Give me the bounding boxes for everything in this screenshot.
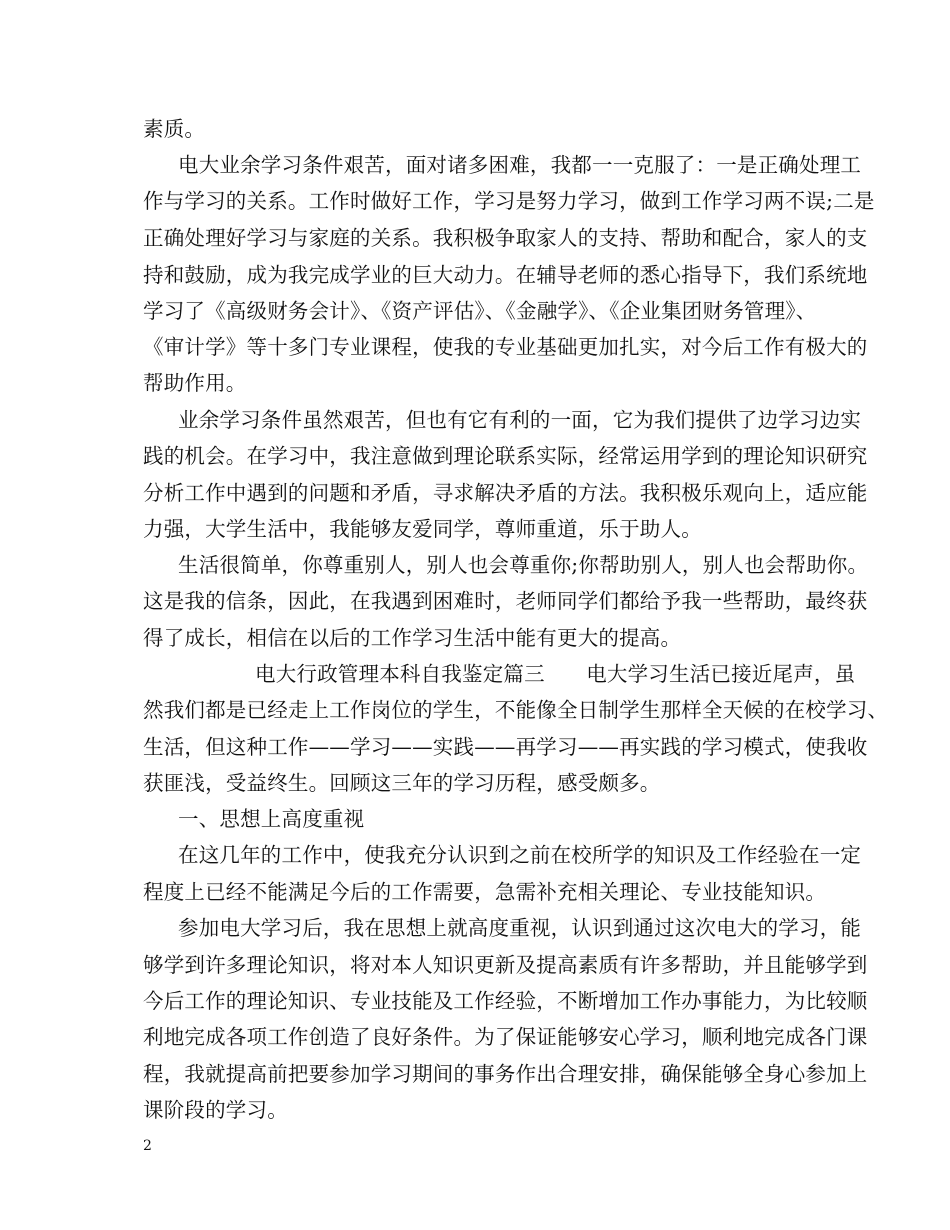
text-line: 力强，大学生活中，我能够友爱同学，尊师重道，乐于助人。 [143, 517, 702, 541]
section-heading-line: 电大行政管理本科自我鉴定篇三 电大学习生活已接近尾声，虽 [255, 662, 856, 686]
text-line: 持和鼓励，成为我完成学业的巨大动力。在辅导老师的悉心指导下，我们系统地 [143, 263, 868, 287]
text-line: 这是我的信条，因此，在我遇到困难时，老师同学们都给予我一些帮助，最终获 [143, 589, 868, 613]
text-line: 业余学习条件虽然艰苦，但也有它有利的一面，它为我们提供了边学习边实 [178, 408, 862, 432]
text-line: 获匪浅，受益终生。回顾这三年的学习历程，感受颇多。 [143, 771, 661, 795]
text-line: 作与学习的关系。工作时做好工作，学习是努力学习，做到工作学习两不误;二是 [143, 189, 875, 213]
page-number: 2 [143, 1138, 152, 1154]
text-line: 电大业余学习条件艰苦，面对诸多困难，我都一一克服了：一是正确处理工 [178, 153, 862, 177]
text-line: 得了成长，相信在以后的工作学习生活中能有更大的提高。 [143, 626, 682, 650]
text-line: 然我们都是已经走上工作岗位的学生，不能像全日制学生那样全天候的在校学习、 [143, 698, 889, 722]
text-line: 正确处理好学习与家庭的关系。我积极争取家人的支持、帮助和配合，家人的支 [143, 226, 868, 250]
text-line: 生活很简单，你尊重别人，别人也会尊重你;你帮助别人，别人也会帮助你。 [178, 553, 869, 577]
text-line: 践的机会。在学习中，我注意做到理论联系实际，经常运用学到的理论知识研究 [143, 444, 868, 468]
text-line: 课阶段的学习。 [143, 1098, 288, 1122]
text-line: 在这几年的工作中，使我充分认识到之前在校所学的知识及工作经验在一定 [178, 843, 862, 867]
text-line: 参加电大学习后，我在思想上就高度重视，认识到通过这次电大的学习，能 [178, 916, 862, 940]
text-line: 程度上已经不能满足今后的工作需要，急需补充相关理论、专业技能知识。 [143, 880, 827, 904]
text-line: 学习了《高级财务会计》、《资产评估》、《金融学》、《企业集团财务管理》、 [143, 299, 817, 323]
text-line: 程，我就提高前把要参加学习期间的事务作出合理安排，确保能够全身心参加上 [143, 1062, 868, 1086]
text-line: 今后工作的理论知识、专业技能及工作经验，不断增加工作办事能力，为比较顺 [143, 989, 868, 1013]
text-line: 帮助作用。 [143, 371, 247, 395]
text-line: 素质。 [143, 117, 206, 141]
subheading-line: 一、思想上高度重视 [178, 807, 365, 831]
text-line: 利地完成各项工作创造了良好条件。为了保证能够安心学习，顺利地完成各门课 [143, 1025, 868, 1049]
text-line: 生活，但这种工作——学习——实践——再学习——再实践的学习模式，使我收 [143, 735, 868, 759]
text-line: 够学到许多理论知识，将对本人知识更新及提高素质有许多帮助，并且能够学到 [143, 953, 868, 977]
text-line: 《审计学》等十多门专业课程，使我的专业基础更加扎实，对今后工作有极大的 [143, 335, 868, 359]
text-line: 分析工作中遇到的问题和矛盾，寻求解决矛盾的方法。我积极乐观向上，适应能 [143, 481, 868, 505]
